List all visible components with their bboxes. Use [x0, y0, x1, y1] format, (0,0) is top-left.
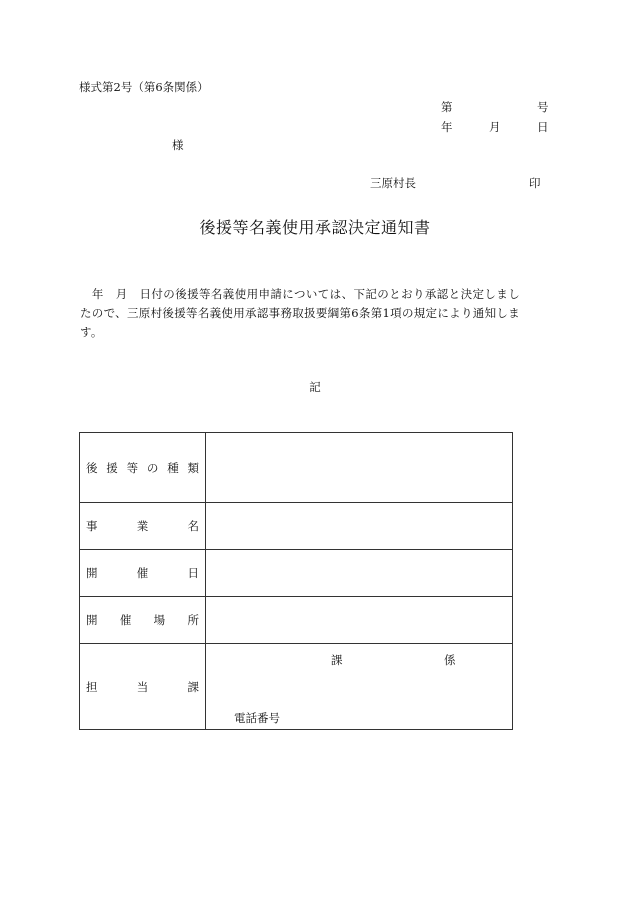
- table-row: [80, 433, 513, 503]
- date-day: 日: [537, 120, 549, 134]
- issuer-name: 三原村長: [370, 176, 416, 190]
- date-month: 月: [489, 120, 501, 134]
- date-year: 年: [441, 120, 453, 134]
- project-name-value[interactable]: [206, 503, 513, 550]
- table-row: [80, 644, 513, 730]
- label-char: 援: [106, 460, 118, 475]
- seal-mark: 印: [529, 176, 541, 190]
- addressee-suffix: 様: [172, 138, 184, 152]
- support-type-value[interactable]: [206, 433, 513, 503]
- label-char: 開: [86, 613, 98, 627]
- section-label: 課: [331, 653, 343, 667]
- label-char: 日: [187, 566, 199, 580]
- label-char: 名: [187, 519, 199, 533]
- label-char: 種: [167, 460, 179, 475]
- label-char: 開: [86, 566, 98, 580]
- form-number: 様式第2号（第6条関係）: [79, 80, 209, 94]
- phone-label: 電話番号: [234, 711, 280, 725]
- label-char: 場: [153, 613, 166, 627]
- label-char: 所: [187, 613, 199, 627]
- label-char: 等: [126, 460, 139, 475]
- row-label: [80, 503, 206, 550]
- label-char: 担: [86, 679, 98, 694]
- row-label: [80, 644, 206, 730]
- label-char: 催: [136, 566, 149, 580]
- event-venue-value[interactable]: [206, 597, 513, 644]
- label-char: 業: [136, 519, 149, 533]
- staff-label: 係: [444, 653, 456, 667]
- body-paragraph: 年 月 日付の後援等名義使用申請については、下記のとおり承認と決定しましたので、三原村後援等名義使用承認事務取扱要綱第6条第1項の規定により通知します。: [80, 287, 520, 339]
- table-row: [80, 503, 513, 550]
- number-suffix: 号: [537, 100, 549, 114]
- label-char: 後: [86, 460, 98, 475]
- info-table: [79, 432, 513, 730]
- table-row: [80, 597, 513, 644]
- label-char: 課: [187, 679, 199, 694]
- row-label: [80, 433, 206, 503]
- number-prefix: 第: [441, 100, 453, 114]
- table-row: [80, 550, 513, 597]
- ki-heading: 記: [309, 380, 321, 394]
- responsible-section-value[interactable]: [206, 644, 513, 730]
- label-char: 類: [187, 460, 199, 475]
- document-title: 後援等名義使用承認決定通知書: [199, 218, 431, 237]
- event-date-value[interactable]: [206, 550, 513, 597]
- label-char: 催: [119, 613, 132, 627]
- label-char: の: [146, 460, 159, 475]
- label-char: 当: [136, 679, 149, 694]
- label-char: 事: [86, 519, 98, 533]
- row-label: [80, 550, 206, 597]
- row-label: [80, 597, 206, 644]
